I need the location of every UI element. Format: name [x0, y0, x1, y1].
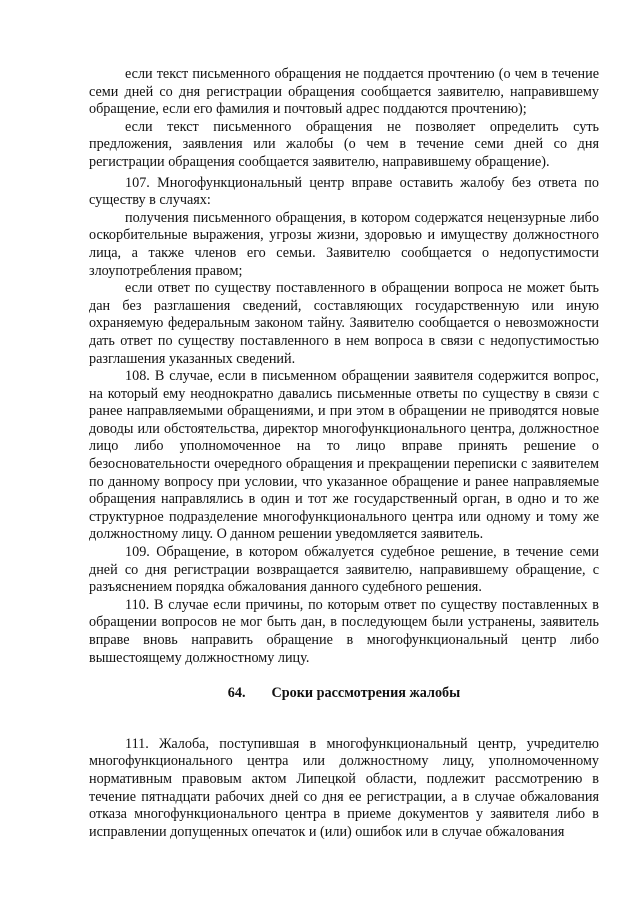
- paragraph: 110. В случае если причины, по которым ответ по существу поставленных в обращении вопросов не мог быть дан, в последующем были устранены, заявитель вправе вновь направить обращение в многофункциональный центр либо вышестоящему должностному лицу.: [89, 596, 599, 666]
- paragraph: 109. Обращение, в котором обжалуется судебное решение, в течение семи дней со дня регистрации возвращается заявителю, направившему обращение, с разъяснением порядка обжалования данного судебного решения.: [89, 544, 599, 596]
- paragraph: получения письменного обращения, в котором содержатся нецензурные либо оскорбительные выражения, угрозы жизни, здоровью и имуществу должностного лица, а также членов его семьи. Заявителю сообщается о недопустимости злоупотребления правом;: [89, 209, 599, 279]
- document-page: [89, 66, 599, 841]
- paragraph: если текст письменного обращения не поддается прочтению (о чем в течение семи дней со дня регистрации обращения сообщается заявителю, направившему обращение, если его фамилия и почтовый адрес поддаются прочтению);: [89, 66, 599, 118]
- paragraph: 107. Многофункциональный центр вправе оставить жалобу без ответа по существу в случаях:: [89, 174, 599, 209]
- paragraph: 108. В случае, если в письменном обращении заявителя содержится вопрос, на который ему неоднократно давались письменные ответы по существу в связи с ранее направляемыми обращениями, и при этом в обращении не приводятся новые доводы или обстоятельства, директор многофункционального центра, должностное лицо либо уполномоченное на то лицо вправе принять решение о безосновательности очередного обращения и прекращении переписки с заявителем по данному вопросу при условии, что указанное обращение и ранее направляемые обращения направлялись в один и тот же государственный орган, в одно и то же структурное подразделение многофункционального центра или одному и тому же должностному лицу. О данном решении уведомляется заявитель.: [89, 368, 599, 543]
- section-number: 64.: [227, 685, 246, 702]
- section-title: Сроки рассмотрения жалобы: [271, 685, 461, 702]
- paragraph: 111. Жалоба, поступившая в многофункциональный центр, учредителю многофункционального центра или должностному лицу, уполномоченному нормативным правовым актом Липецкой области, подлежит рассмотрению в течение пятнадцати рабочих дней со дня ее регистрации, а в случае обжалования отказа многофункционального центра в приеме документов у заявителя либо в исправлении допущенных опечаток и (или) ошибок или в случае обжалования: [89, 735, 599, 840]
- paragraph: если текст письменного обращения не позволяет определить суть предложения, заявления или жалобы (о чем в течение семи дней со дня регистрации обращения сообщается заявителю, направившему обращение).: [89, 118, 599, 170]
- section-heading: [89, 685, 599, 703]
- paragraph: если ответ по существу поставленного в обращении вопроса не может быть дан без разглашения сведений, составляющих государственную или иную охраняемую федеральным законом тайну. Заявителю сообщается о невозможности дать ответ по существу поставленного в нем вопроса в связи с недопустимостью разглашения указанных сведений.: [89, 280, 599, 367]
